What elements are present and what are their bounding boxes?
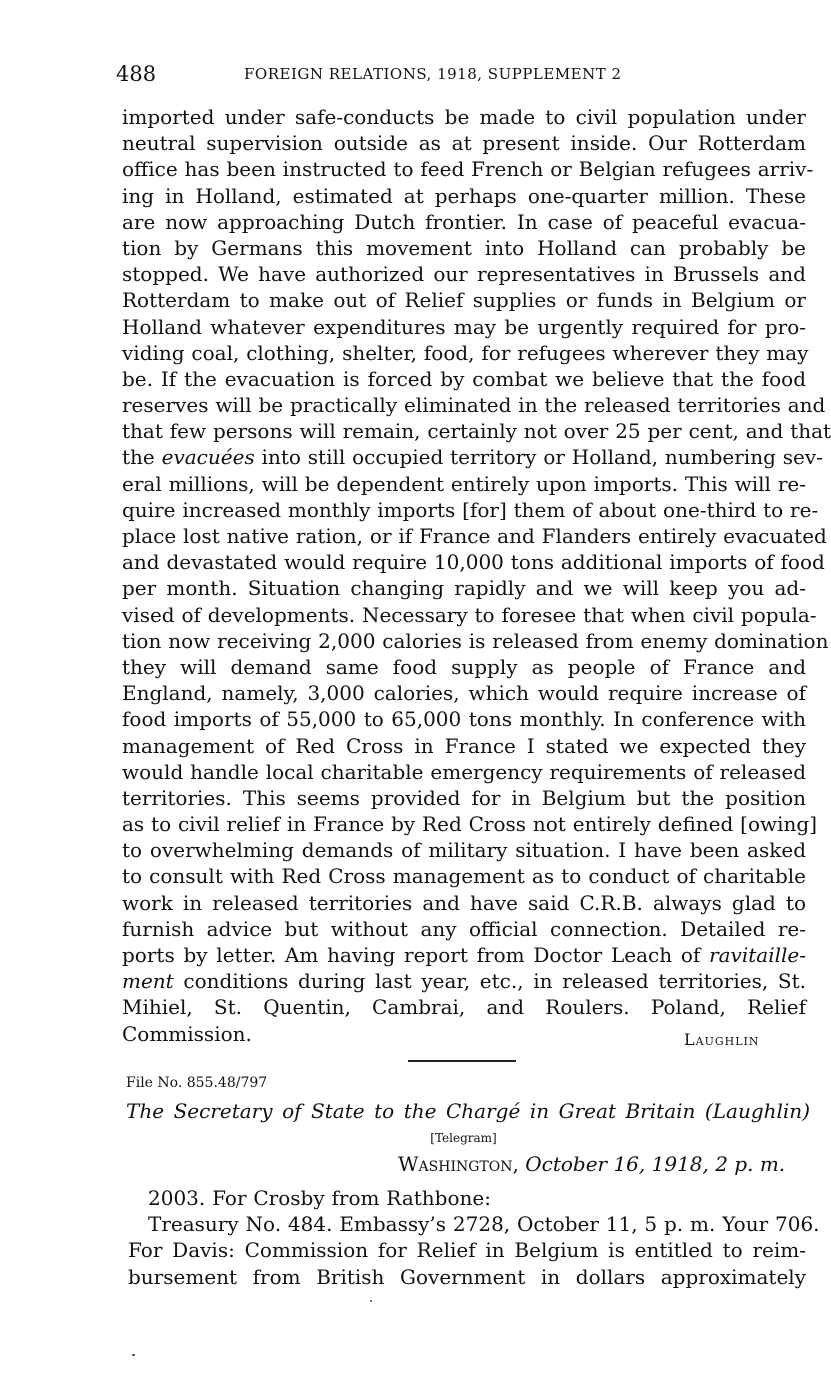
text-line: be. If the evacuation is forced by combat we believe that the food bbox=[122, 366, 806, 391]
text-line: Rotterdam to make out of Relief supplies or funds in Belgium or bbox=[122, 288, 806, 313]
text-line: and devastated would require 10,000 tons additional imports of food bbox=[122, 550, 825, 575]
text-line: bursement from British Government in dollars approximately bbox=[128, 1264, 806, 1289]
document-title bbox=[126, 1097, 810, 1125]
scan-speck bbox=[132, 1354, 135, 1356]
text-line: to consult with Red Cross management as to conduct of charitable bbox=[122, 864, 806, 889]
text-line: furnish advice but without any official connection. Detailed re- bbox=[122, 916, 806, 941]
telegram-message bbox=[128, 1185, 820, 1290]
text-line: 2003. For Crosby from Rathbone: bbox=[148, 1186, 491, 1210]
text-line: office has been instructed to feed French or Belgian refugees arriv- bbox=[122, 157, 814, 182]
text-line: tion now receiving 2,000 calories is released from enemy domination bbox=[122, 628, 829, 653]
page-number: 488 bbox=[116, 62, 157, 86]
text-line: Commission. bbox=[122, 1021, 252, 1046]
text-line: that few persons will remain, certainly not over 25 per cent, and that bbox=[122, 419, 831, 444]
text-line: food imports of 55,000 to 65,000 tons monthly. In conference with bbox=[122, 707, 806, 732]
text-line: to overwhelming demands of military situation. I have been asked bbox=[122, 838, 806, 863]
title-text-close: ) bbox=[802, 1099, 810, 1123]
dateline-place: Washington, bbox=[398, 1152, 519, 1176]
dateline-date: October 16, 1918, 2 p. m. bbox=[525, 1152, 786, 1176]
text-line: place lost native ration, or if France and Flanders entirely evacuated bbox=[122, 524, 827, 548]
signature: Laughlin bbox=[684, 1030, 760, 1049]
text-line: are now approaching Dutch frontier. In case of peaceful evacua- bbox=[122, 209, 806, 234]
text-line: work in released territories and have said C.R.B. always glad to bbox=[122, 890, 806, 915]
text-line-with-italic bbox=[122, 968, 806, 994]
text-line: they will demand same food supply as people of France and bbox=[122, 654, 806, 679]
text-line-with-italic bbox=[122, 444, 823, 470]
italic-term: evacuées bbox=[161, 445, 255, 470]
text-line: England, namely, 3,000 calories, which would require increase of bbox=[122, 681, 806, 706]
title-text: The Secretary of State to the Chargé in Great Britain ( bbox=[126, 1099, 713, 1123]
text-line: For Davis: Commission for Relief in Belgium is entitled to reim- bbox=[128, 1238, 806, 1263]
page-header bbox=[116, 62, 796, 90]
text-fragment: the bbox=[122, 445, 162, 470]
continued-telegram-text bbox=[122, 104, 831, 1047]
text-line: as to civil relief in France by Red Cross not entirely defined [owing] bbox=[122, 812, 818, 837]
text-line: eral millions, will be dependent entirely upon imports. This will re- bbox=[122, 471, 806, 496]
text-line: stopped. We have authorized our representatives in Brussels and bbox=[122, 262, 806, 287]
running-head: FOREIGN RELATIONS, 1918, SUPPLEMENT 2 bbox=[244, 65, 622, 83]
text-line: reserves will be practically eliminated in the released territories and bbox=[122, 393, 826, 418]
text-line: per month. Situation changing rapidly and we will keep you ad- bbox=[122, 576, 806, 601]
text-fragment: into still occupied territory or Holland, numbering sev- bbox=[254, 445, 823, 470]
italic-term: ravitaille- bbox=[709, 943, 806, 967]
text-fragment: ports by letter. Am having report from Doctor Leach of bbox=[122, 943, 710, 967]
text-line: ing in Holland, estimated at perhaps one-quarter million. These bbox=[122, 183, 806, 208]
text-line: neutral supervision outside as at present inside. Our Rotterdam bbox=[122, 131, 806, 156]
title-name: Laughlin bbox=[712, 1099, 803, 1123]
scan-speck bbox=[370, 1300, 372, 1302]
text-line-with-italic bbox=[122, 942, 806, 968]
text-line: quire increased monthly imports [for] them of about one-third to re- bbox=[122, 497, 819, 522]
section-divider bbox=[408, 1060, 516, 1062]
text-fragment: conditions during last year, etc., in released territories, St. bbox=[173, 969, 806, 994]
text-line: Holland whatever expenditures may be urgently required for pro- bbox=[122, 314, 806, 339]
italic-term: ment bbox=[122, 969, 174, 994]
text-line: would handle local charitable emergency requirements of released bbox=[122, 759, 806, 784]
text-line: Mihiel, St. Quentin, Cambrai, and Roulers. Poland, Relief bbox=[122, 995, 806, 1020]
text-line: viding coal, clothing, shelter, food, for refugees wherever they may bbox=[122, 340, 809, 365]
text-line: vised of developments. Necessary to foresee that when civil popula- bbox=[122, 602, 817, 627]
text-line: imported under safe-conducts be made to civil population under bbox=[122, 105, 806, 129]
dateline bbox=[398, 1152, 785, 1176]
text-line: tion by Germans this movement into Holland can probably be bbox=[122, 235, 806, 260]
document-type: [Telegram] bbox=[430, 1131, 497, 1145]
file-number: File No. 855.48/797 bbox=[126, 1075, 268, 1091]
text-line: management of Red Cross in France I stated we expected they bbox=[122, 733, 806, 758]
text-line: territories. This seems provided for in Belgium but the position bbox=[122, 785, 806, 810]
text-line: Treasury No. 484. Embassy’s 2728, October 11, 5 p. m. Your 706. bbox=[148, 1212, 820, 1237]
